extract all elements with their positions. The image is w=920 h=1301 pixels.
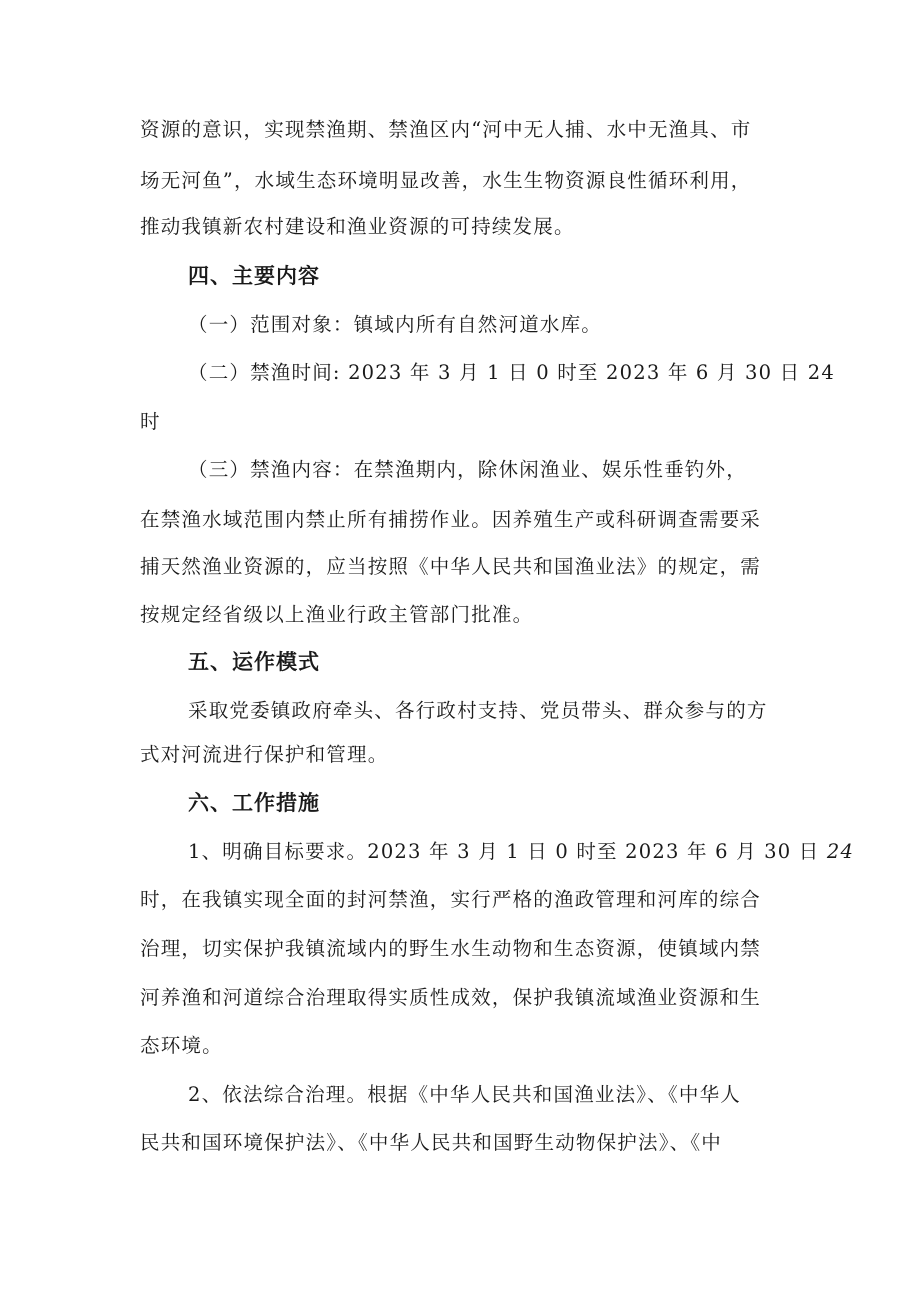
measure-1-hour: 24 [826, 840, 855, 863]
paragraph-line: 河养渔和河道综合治理取得实质性成效，保护我镇流域渔业资源和生 [140, 986, 762, 1009]
paragraph-line: 在禁渔水域范围内禁止所有捕捞作业。因养殖生产或科研调查需要采 [140, 508, 762, 531]
scope-item: （一）范围对象：镇域内所有自然河道水库。 [188, 313, 603, 336]
section-heading-4: 四、主要内容 [188, 264, 320, 288]
paragraph-line: 治理，切实保护我镇流域内的野生水生动物和生态资源，使镇域内禁 [140, 937, 762, 960]
paragraph-line: 态环境。 [140, 1034, 223, 1057]
paragraph-line: 式对河流进行保护和管理。 [140, 743, 389, 766]
ban-period-item: （二）禁渔时间: 2023 年 3 月 1 日 0 时至 2023 年 6 月 30 日 24 [188, 361, 835, 384]
paragraph-line: 捕天然渔业资源的，应当按照《中华人民共和国渔业法》的规定，需 [140, 555, 762, 578]
paragraph-line: 时 [140, 410, 161, 433]
paragraph-line: 时，在我镇实现全面的封河禁渔，实行严格的渔政管理和河库的综合 [140, 888, 762, 911]
ban-content-item: （三）禁渔内容：在禁渔期内，除休闲渔业、娱乐性垂钓外， [188, 458, 747, 481]
paragraph-line: 按规定经省级以上渔业行政主管部门批准。 [140, 603, 534, 626]
measure-item-1 [188, 837, 854, 867]
paragraph-line: 场无河鱼”，水域生态环境明显改善，水生生物资源良性循环利用， [140, 169, 752, 192]
paragraph-line: 推动我镇新农村建设和渔业资源的可持续发展。 [140, 215, 575, 238]
paragraph-line: 民共和国环境保护法》、《中华人民共和国野生动物保护法》、《中 [140, 1131, 723, 1154]
operation-mode-text: 采取党委镇政府牵头、各行政村支持、党员带头、群众参与的方 [188, 699, 768, 722]
section-heading-5: 五、运作模式 [188, 650, 320, 674]
measure-1-text: 1、明确目标要求。2023 年 3 月 1 日 0 时至 2023 年 6 月 30 日 [188, 840, 827, 863]
measure-item-2: 2、依法综合治理。根据《中华人民共和国渔业法》、《中华人 [188, 1083, 742, 1106]
paragraph-line: 资源的意识，实现禁渔期、禁渔区内“河中无人捕、水中无渔具、市 [140, 118, 752, 141]
section-heading-6: 六、工作措施 [188, 791, 320, 815]
